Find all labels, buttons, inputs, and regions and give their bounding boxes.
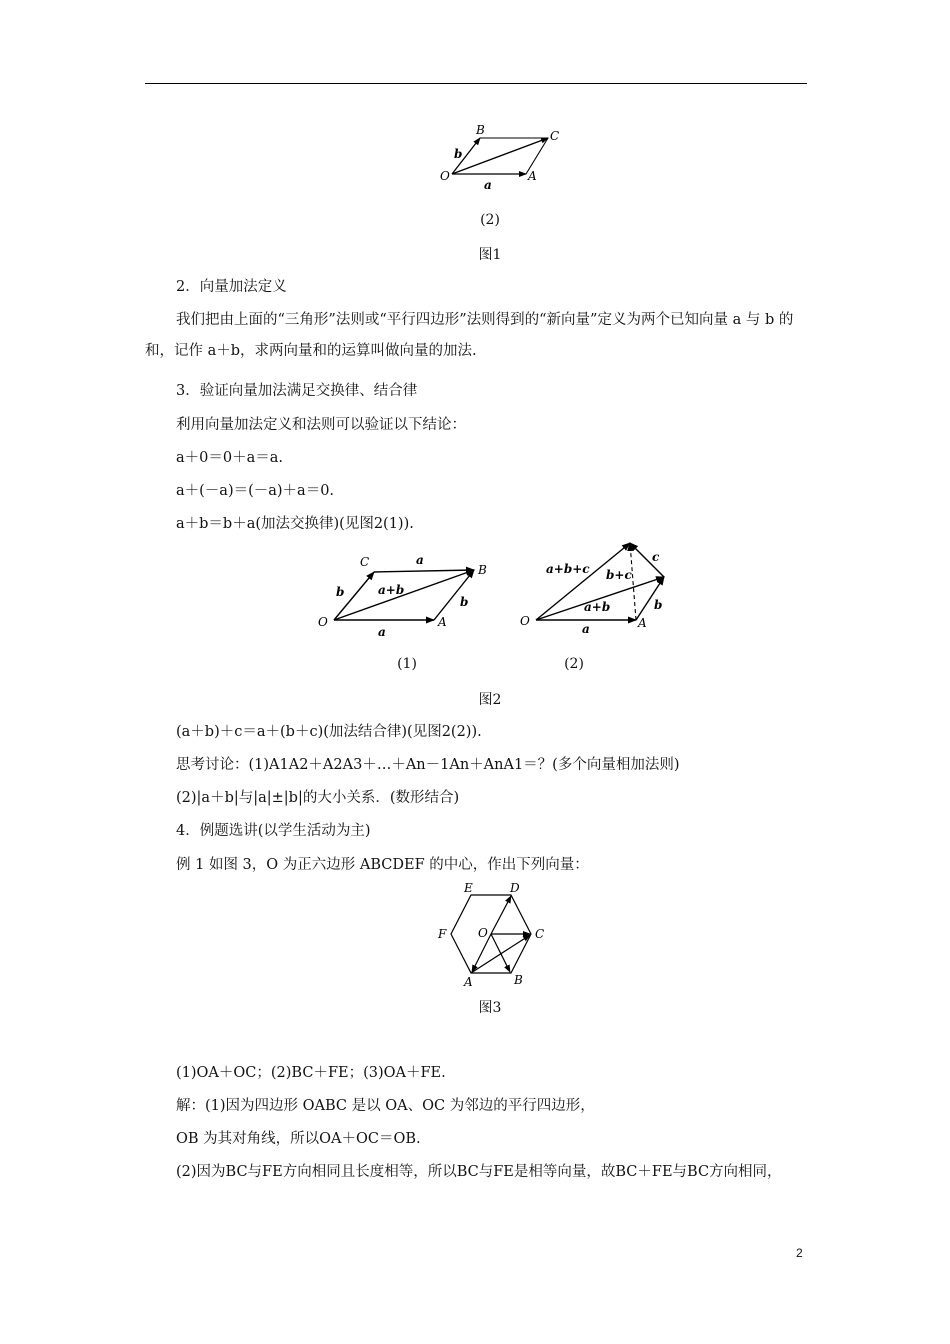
label-B: B [478, 563, 487, 577]
label-b-left: b [336, 585, 345, 599]
figure-1-parallelogram [430, 118, 570, 198]
figure-3-caption: 图3 [478, 1000, 502, 1016]
equation-3: a＋b＝b＋a(加法交换律)(见图2(1)). [176, 516, 414, 532]
equation-4: (a＋b)＋c＝a＋(b＋c)(加法结合律)(见图2(2)). [176, 724, 482, 740]
figure-2-2-associative [512, 535, 677, 640]
label-a-plus-b: a+b [584, 600, 611, 614]
header-rule [145, 83, 807, 84]
label-c: c [652, 550, 660, 564]
label-O: O [478, 926, 488, 940]
section-2-heading: 2．向量加法定义 [176, 279, 287, 295]
label-O: O [440, 169, 450, 183]
figure-3-hexagon [430, 880, 555, 990]
vector-OB [491, 934, 510, 972]
label-b: b [654, 598, 663, 612]
equation-2: a＋(－a)＝(－a)＋a＝0. [176, 483, 335, 499]
label-C: C [550, 129, 560, 143]
figure-2-1-commutative [312, 548, 497, 640]
label-b: b [454, 147, 463, 161]
label-O: O [318, 615, 328, 629]
solution-line-2: OB 为其对角线，所以OA＋OC＝OB. [176, 1131, 421, 1147]
figure-1-subcaption: (2) [480, 212, 500, 228]
page-number: 2 [796, 1246, 803, 1260]
label-A: A [638, 616, 647, 630]
section-4-heading: 4．例题选讲(以学生活动为主) [176, 823, 371, 839]
section-2-paragraph: 我们把由上面的“三角形”法则或“平行四边形”法则得到的“新向量”定义为两个已知向量 a 与 b 的和，记作 a＋b，求两向量和的运算叫做向量的加法. [145, 312, 794, 359]
label-F: F [438, 927, 447, 941]
label-a-bottom: a [378, 625, 386, 639]
label-a-plus-b-plus-c: a+b+c [546, 562, 590, 576]
figure-2-sub1: (1) [397, 656, 417, 672]
label-A: A [438, 615, 447, 629]
label-E: E [464, 881, 473, 895]
section-3-intro: 利用向量加法定义和法则可以验证以下结论： [176, 417, 466, 433]
label-O: O [520, 614, 530, 628]
equation-1: a＋0＝0＋a＝a. [176, 450, 283, 466]
figure-1-caption: 图1 [478, 247, 502, 263]
figure-2-sub2: (2) [564, 656, 584, 672]
think-discuss-2: (2)|a＋b|与|a|±|b|的大小关系．(数形结合) [176, 790, 460, 806]
label-B: B [514, 973, 523, 987]
label-a-plus-b: a+b [378, 583, 405, 597]
vector-a-top [374, 570, 474, 572]
example-tasks: (1)OA＋OC；(2)BC＋FE；(3)OA＋FE. [176, 1065, 446, 1081]
label-a-top: a [416, 553, 424, 567]
label-B: B [476, 123, 485, 137]
vector-OD [491, 896, 511, 934]
example-1: 例 1 如图 3，O 为正六边形 ABCDEF 的中心，作出下列向量： [176, 857, 589, 873]
label-A: A [464, 975, 473, 989]
label-A: A [528, 169, 537, 183]
label-a: a [484, 178, 492, 192]
label-a: a [582, 622, 590, 636]
label-D: D [510, 881, 520, 895]
think-discuss-1: 思考讨论：(1)A1A2＋A2A3＋…＋An－1An＋AnA1＝？(多个向量相加法则) [176, 757, 680, 773]
label-C: C [535, 927, 545, 941]
solution-line-3: (2)因为BC与FE方向相同且长度相等，所以BC与FE是相等向量，故BC＋FE与BC方向相同， [176, 1164, 782, 1180]
figure-2-caption: 图2 [478, 692, 502, 708]
label-b-plus-c: b+c [606, 568, 632, 582]
section-3-heading: 3．验证向量加法满足交换律、结合律 [176, 383, 418, 399]
label-b-right: b [460, 595, 469, 609]
solution-line-1: 解：(1)因为四边形 OABC 是以 OA、OC 为邻边的平行四边形， [176, 1098, 595, 1114]
label-C: C [360, 555, 370, 569]
